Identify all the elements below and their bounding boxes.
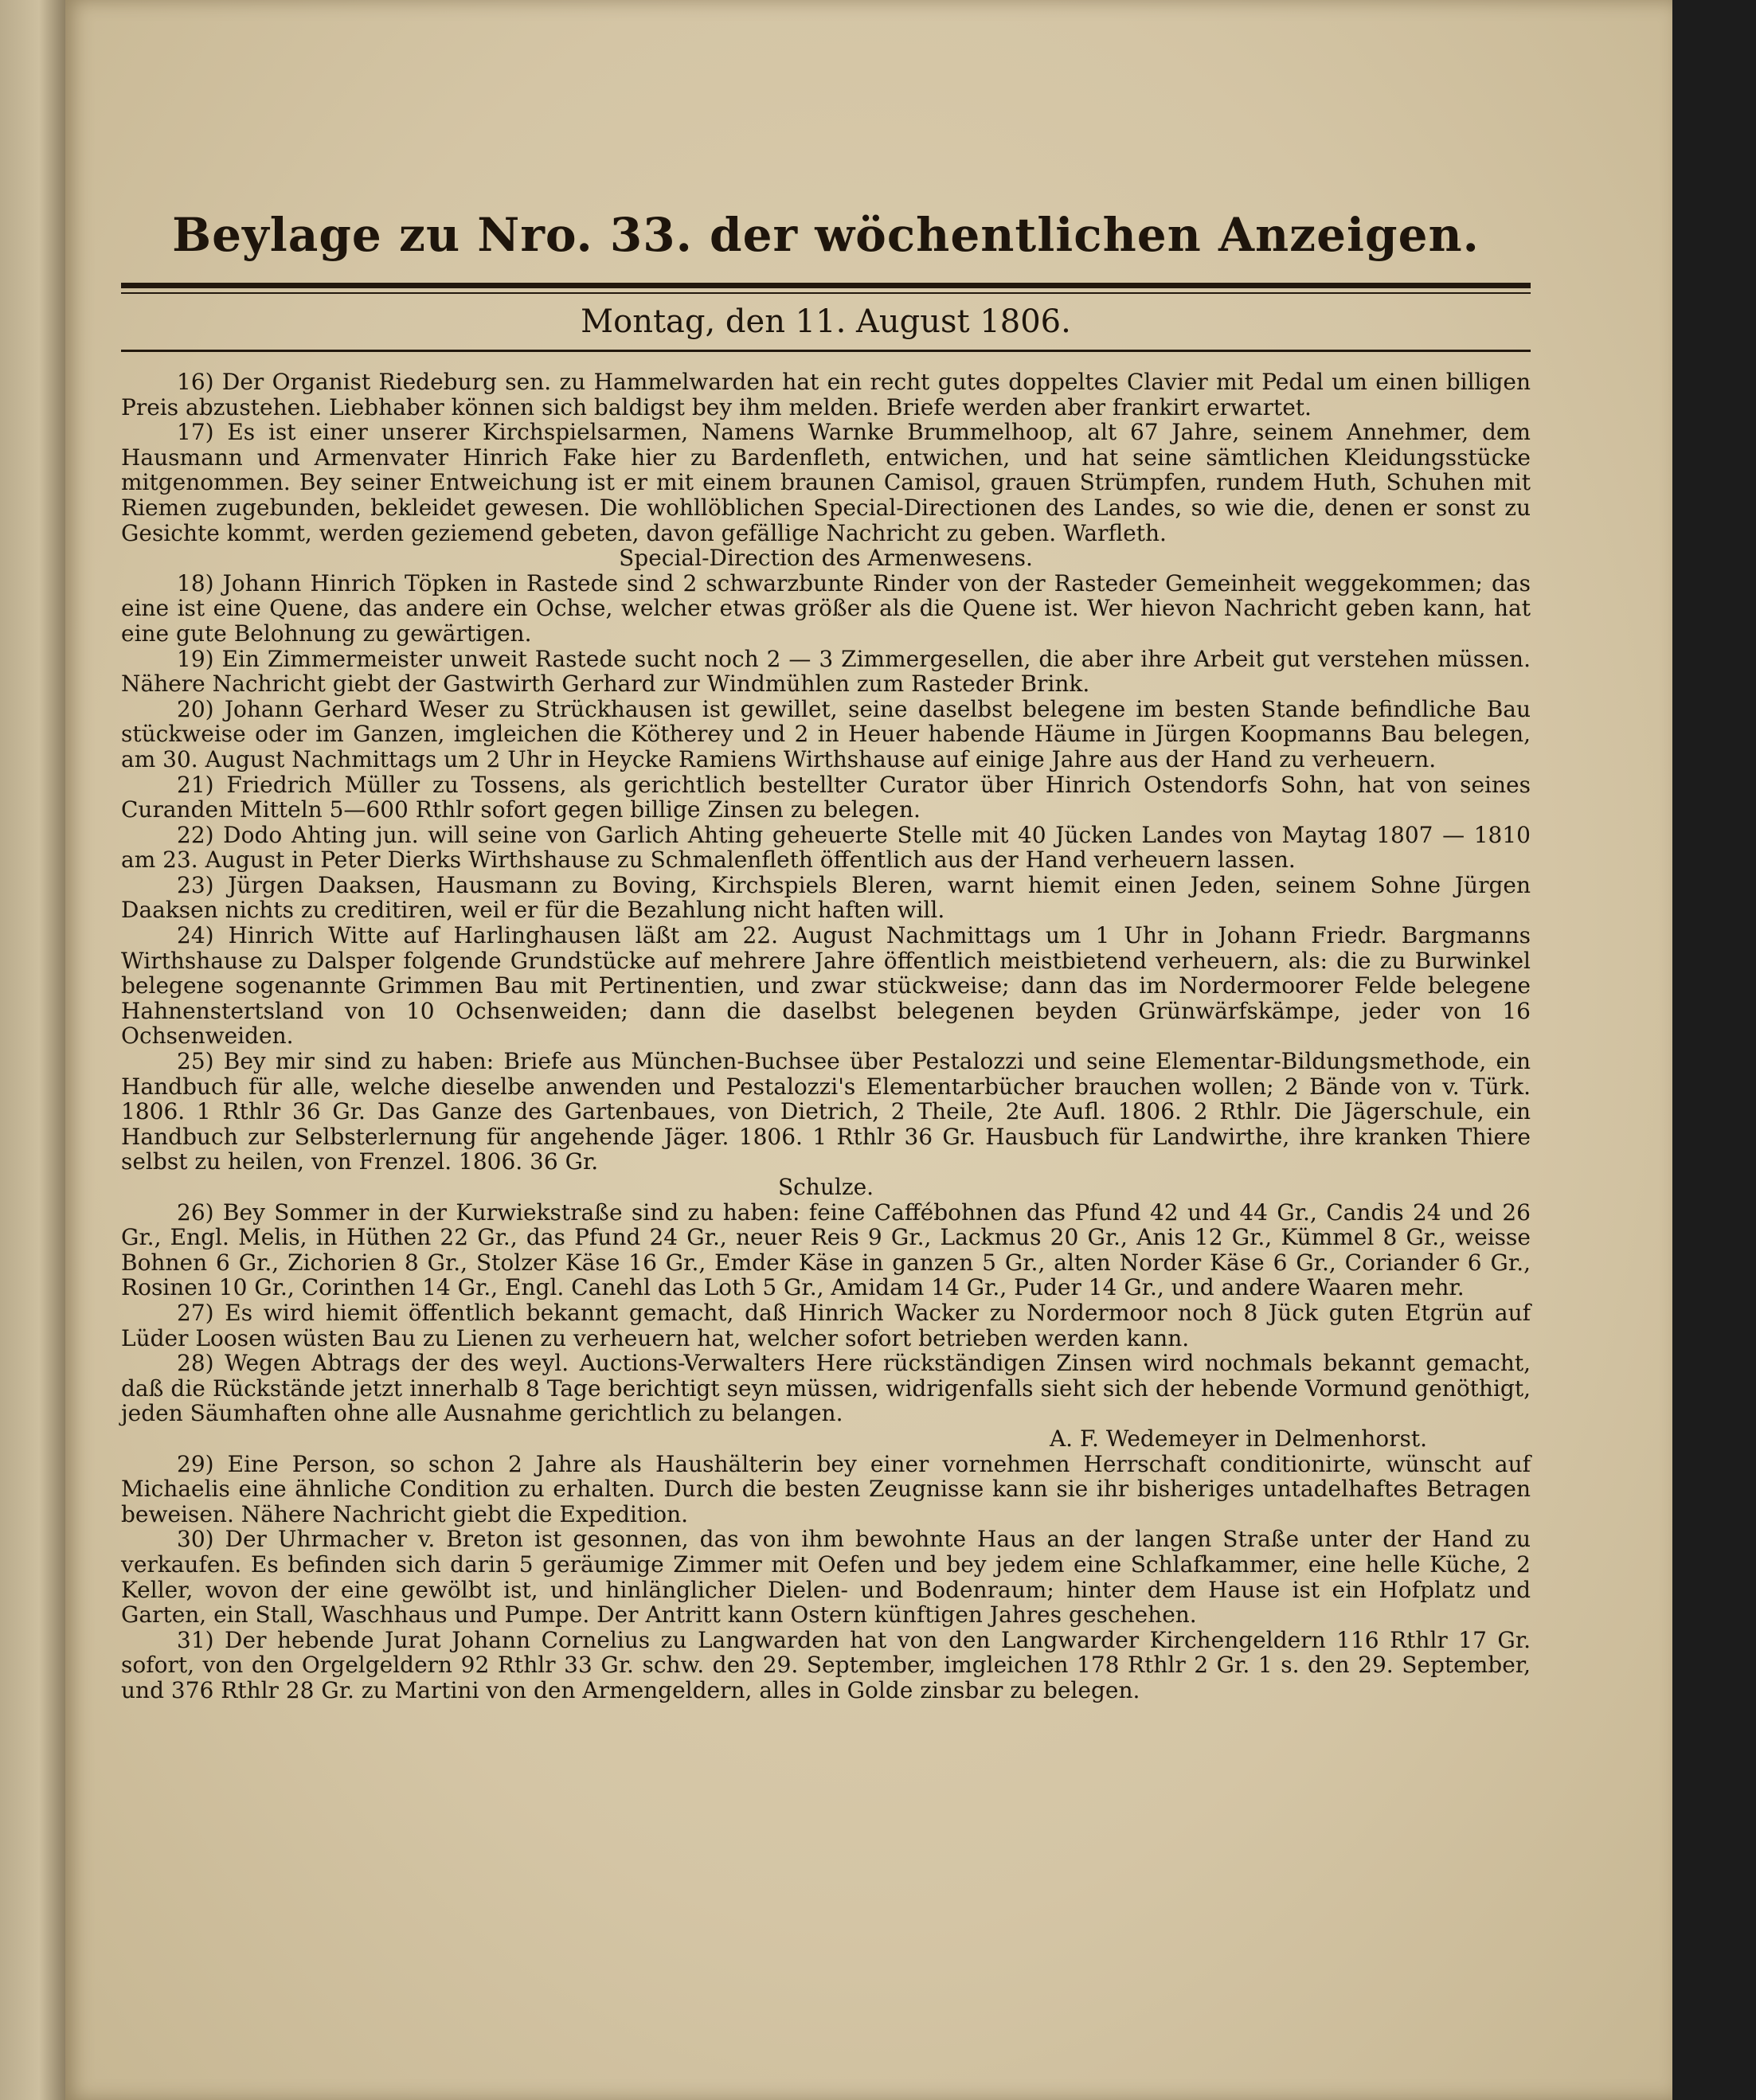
notice-23: 23) Jürgen Daaksen, Hausmann zu Boving, Kirchspiels Bleren, warnt hiemit einen Jeden, seinem Sohne Jürgen Daaksen nichts zu creditiren, weil er für die Bezahlung nicht haften will. bbox=[121, 871, 1531, 924]
date-line: Montag, den 11. August 1806. bbox=[581, 303, 1071, 340]
notice-17: 17) Es ist einer unserer Kirchspielsarmen, Namens Warnke Brummelhoop, alt 67 Jahre, seinem Annehmer, dem Hausmann und Armenvater Hinrich Fake hier zu Bardenfleth, entwichen, und hat seine sämtlichen Kleidungsstücke mitgenommen. Bey seiner Entweichung ist er mit einem braunen Camisol, grauen Strümpfen, rundem Huth, Schuhen mit Riemen zugebunden, bekleidet gewesen. Die wohllöblichen Special-Directionen des Landes, so wie die, denen er sonst zu Gesichte kommt, werden geziemend gebeten, davon gefällige Nachricht zu geben. Warfleth. bbox=[121, 419, 1531, 546]
title-rule-thick bbox=[121, 283, 1531, 288]
notice-31: 31) Der hebende Jurat Johann Cornelius zu Langwarden hat von den Langwarder Kirchengeldern 116 Rthlr 17 Gr. sofort, von den Orgelgeldern 92 Rthlr 33 Gr. schw. den 29. September, imgleichen 178 Rthlr 2 Gr. 1 s. den 29. September, und 376 Rthlr 28 Gr. zu Martini von den Armengeldern, alles in Golde zinsbar zu belegen. bbox=[121, 1626, 1531, 1703]
page-title: Beylage zu Nro. 33. der wöchentlichen Anzeigen. bbox=[172, 208, 1480, 262]
newspaper-page bbox=[65, 0, 1672, 2100]
notice-17-signature: Special-Direction des Armenwesens. bbox=[619, 545, 1033, 572]
date-rule bbox=[121, 350, 1531, 352]
notice-28-signature: A. F. Wedemeyer in Delmenhorst. bbox=[1049, 1425, 1427, 1452]
notice-28: 28) Wegen Abtrags der des weyl. Auctions-Verwalters Here rückständigen Zinsen wird nochmals bekannt gemacht, daß die Rückstände jetzt innerhalb 8 Tage berichtigt seyn müssen, widrigenfalls sieht sich der hebende Vormund genöthigt, jeden Säumhaften ohne alle Ausnahme gerichtlich zu belangen. bbox=[121, 1350, 1531, 1427]
notice-27: 27) Es wird hiemit öffentlich bekannt gemacht, daß Hinrich Wacker zu Nordermoor noch 8 Jück guten Etgrün auf Lüder Loosen wüsten Bau zu Lienen zu verheuern hat, welcher sofort betrieben werden kann. bbox=[121, 1299, 1531, 1351]
notice-22: 22) Dodo Ahting jun. will seine von Garlich Ahting geheuerte Stelle mit 40 Jücken Landes von Maytag 1807 — 1810 am 23. August in Peter Dierks Wirthshause zu Schmalenfleth öffentlich aus der Hand verheuern lassen. bbox=[121, 821, 1531, 874]
notice-25-signature: Schulze. bbox=[777, 1174, 874, 1200]
notice-list bbox=[121, 370, 1531, 1703]
notice-16: 16) Der Organist Riedeburg sen. zu Hammelwarden hat ein recht gutes doppeltes Clavier mit Pedal um einen billigen Preis abzustehen. Liebhaber können sich baldigst bey ihm melden. Briefe werden aber frankirt erwartet. bbox=[121, 369, 1531, 420]
notice-24: 24) Hinrich Witte auf Harlinghausen läßt am 22. August Nachmittags um 1 Uhr in Johann Friedr. Bargmanns Wirthshause zu Dalsper folgende Grundstücke auf mehrere Jahre öffentlich meistbietend verheuern, als: die zu Burwinkel belegene sogenannte Grimmen Bau mit Pertinentien, und zwar stückweise; dann das im Nordermoorer Felde belegene Hahnenstertsland von 10 Ochsenweiden; dann die daselbst belegenen beyden Grünwärfskämpe, jeder von 16 Ochsenweiden. bbox=[121, 922, 1531, 1050]
notice-18: 18) Johann Hinrich Töpken in Rastede sind 2 schwarzbunte Rinder von der Rasteder Gemeinheit weggekommen; das eine ist eine Quene, das andere ein Ochse, welcher etwas größer als die Quene ist. Wer hievon Nachricht geben kann, hat eine gute Belohnung zu gewärtigen. bbox=[121, 569, 1531, 647]
scan-background-edge bbox=[1672, 0, 1756, 2100]
notice-26: 26) Bey Sommer in der Kurwiekstraße sind zu haben: feine Caffébohnen das Pfund 42 und 44 Gr., Candis 24 und 26 Gr., Engl. Melis, in Hüthen 22 Gr., das Pfund 24 Gr., neuer Reis 9 Gr., Lackmus 20 Gr., Anis 12 Gr., Kümmel 8 Gr., weisse Bohnen 6 Gr., Zichorien 8 Gr., Stolzer Käse 16 Gr., Emder Käse in ganzen 5 Gr., alten Norder Käse 6 Gr., Coriander 6 Gr., Rosinen 10 Gr., Corinthen 14 Gr., Engl. Canehl das Loth 5 Gr., Amidam 14 Gr., Puder 14 Gr., und andere Waaren mehr. bbox=[121, 1199, 1531, 1301]
notice-20: 20) Johann Gerhard Weser zu Strückhausen ist gewillet, seine daselbst belegene im besten Stande befindliche Bau stückweise oder im Ganzen, imgleichen die Kötherey und 2 in Heuer habende Häume in Jürgen Koopmanns Bau belegen, am 30. August Nachmittags um 2 Uhr in Heycke Ramiens Wirthshause auf einige Jahre aus der Hand zu verheuern. bbox=[121, 695, 1531, 772]
book-gutter bbox=[0, 0, 65, 2100]
page-content bbox=[121, 203, 1531, 1703]
notice-30: 30) Der Uhrmacher v. Breton ist gesonnen, das von ihm bewohnte Haus an der langen Straße unter der Hand zu verkaufen. Es befinden sich darin 5 geräumige Zimmer mit Oefen und bey jedem eine Schlafkammer, eine helle Küche, 2 Keller, wovon der eine gewölbt ist, und hinlänglicher Dielen- und Bodenraum; hinter dem Hause ist ein Hofplatz und Garten, ein Stall, Waschhaus und Pumpe. Der Antritt kann Ostern künftigen Jahres geschehen. bbox=[121, 1526, 1531, 1629]
notice-29: 29) Eine Person, so schon 2 Jahre als Haushälterin bey einer vornehmen Herrschaft conditionirte, wünscht auf Michaelis eine ähnliche Condition zu erhalten. Durch die besten Zeugnisse kann sie ihr bisheriges untadelhaftes Betragen beweisen. Nähere Nachricht giebt die Expedition. bbox=[121, 1450, 1531, 1527]
notice-19: 19) Ein Zimmermeister unweit Rastede sucht noch 2 — 3 Zimmergesellen, die aber ihre Arbeit gut verstehen müssen. Nähere Nachricht giebt der Gastwirth Gerhard zur Windmühlen zum Rasteder Brink. bbox=[121, 645, 1531, 698]
notice-21: 21) Friedrich Müller zu Tossens, als gerichtlich bestellter Curator über Hinrich Ostendorfs Sohn, hat von seines Curanden Mitteln 5—600 Rthlr sofort gegen billige Zinsen zu belegen. bbox=[121, 771, 1531, 823]
notice-25: 25) Bey mir sind zu haben: Briefe aus München-Buchsee über Pestalozzi und seine Elementar-Bildungsmethode, ein Handbuch für alle, welche dieselbe anwenden und Pestalozzi's Elementarbücher brauchen wollen; 2 Bände von v. Türk. 1806. 1 Rthlr 36 Gr. Das Ganze des Gartenbaues, von Dietrich, 2 Theile, 2te Aufl. 1806. 2 Rthlr. Die Jägerschule, ein Handbuch zur Selbsterlernung für angehende Jäger. 1806. 1 Rthlr 36 Gr. Hausbuch für Landwirthe, ihre kranken Thiere selbst zu heilen, von Frenzel. 1806. 36 Gr. bbox=[121, 1048, 1531, 1175]
